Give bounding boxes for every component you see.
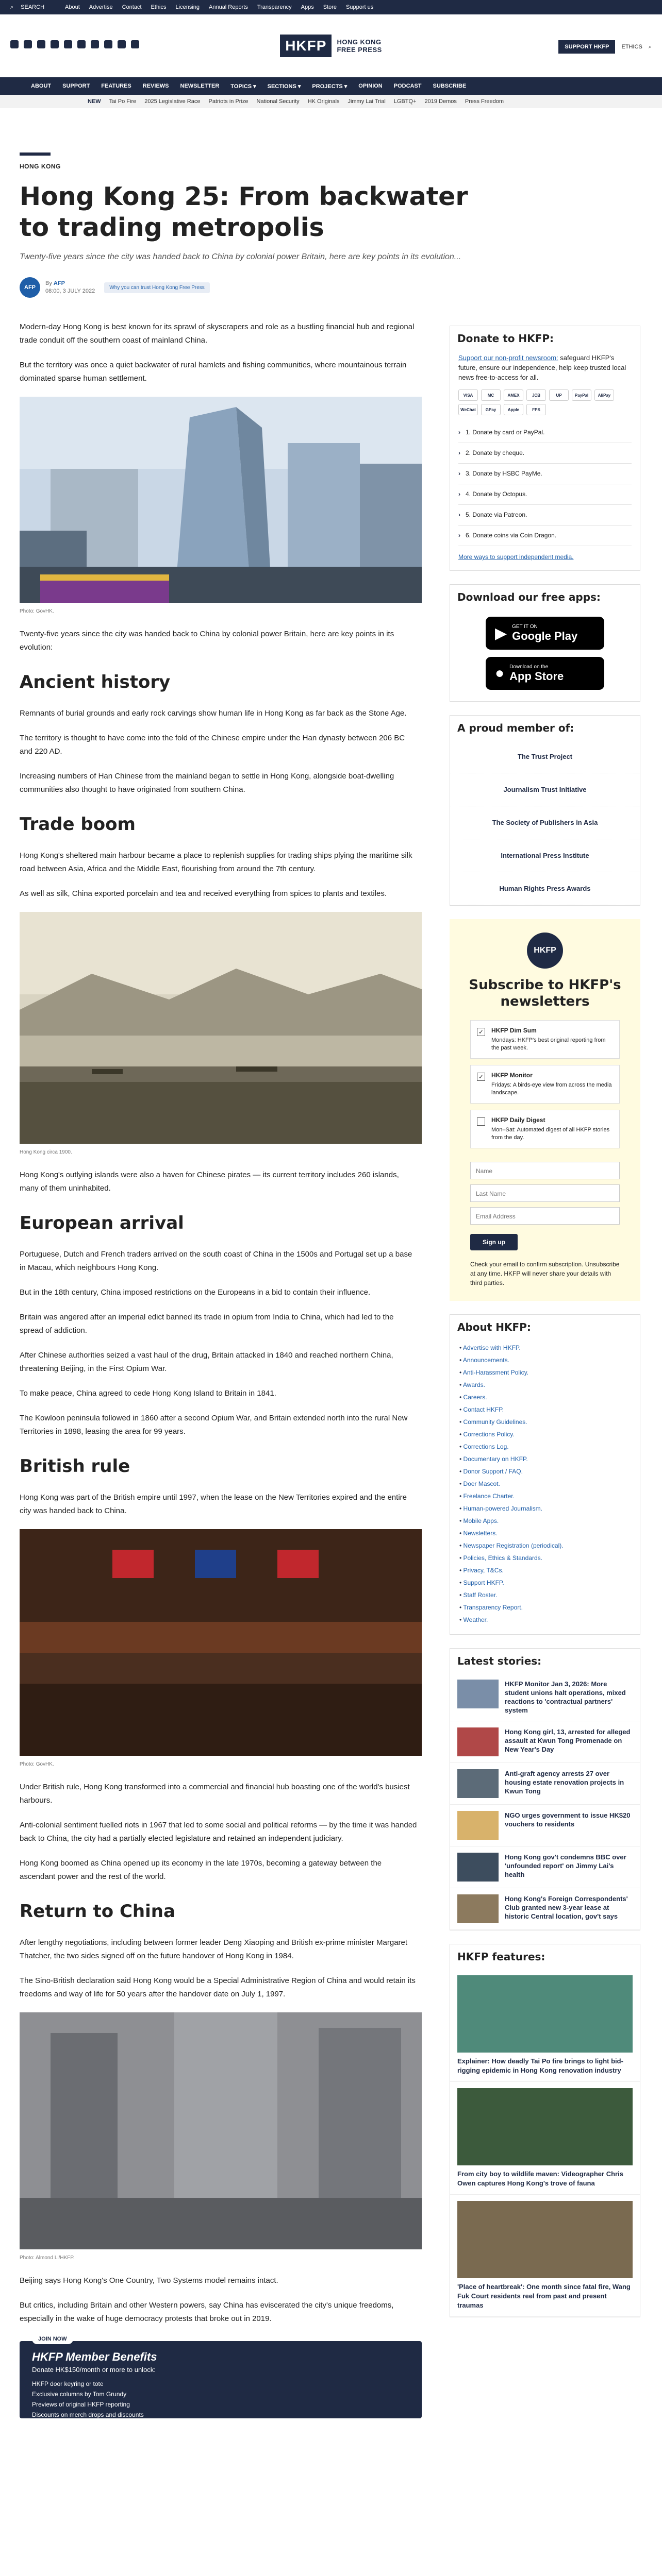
paragraph: The Sino-British declaration said Hong Kong would be a Special Administrative Region of China and would retain its freedoms and way of life for 50 years after the handover date on July 1, 1997. <box>20 1976 416 1998</box>
logo-line1: HONG KONG <box>337 38 382 46</box>
latest-story[interactable] <box>450 1846 640 1888</box>
newsletter-checkbox[interactable]: ✓ <box>477 1073 485 1081</box>
latest-story[interactable] <box>450 1888 640 1930</box>
sign-up-button[interactable]: Sign up <box>470 1234 518 1250</box>
author-avatar[interactable]: AFP <box>20 277 40 298</box>
paragraph: Hong Kong was part of the British empire until 1997, when the lease on the New Territories expired and the entire city was handed back to China. <box>20 1493 407 1515</box>
payment-logo: VISA <box>458 389 478 401</box>
logo-mark: HKFP <box>280 35 332 57</box>
promo-headline: HKFP Member Benefits <box>32 2350 157 2363</box>
paragraph: But in the 18th century, China imposed restrictions on the Europeans in a bid to contain their influence. <box>20 1288 371 1297</box>
features-title: HKFP features: <box>457 1951 545 1963</box>
paragraph: To make peace, China agreed to cede Hong Kong Island to Britain in 1841. <box>20 1389 276 1398</box>
newsletter-title: Subscribe to HKFP's newsletters <box>469 977 621 1009</box>
trending-link[interactable]: HK Originals <box>307 98 340 105</box>
story-thumbnail[interactable] <box>457 1894 499 1923</box>
newsletter-name: HKFP Daily Digest <box>491 1116 545 1124</box>
newsletter-desc: Fridays: A birds-eye view from across the media landscape. <box>491 1082 612 1096</box>
member-logo[interactable]: The Trust Project <box>450 740 640 773</box>
paragraph: Portuguese, Dutch and French traders arrived on the south coast of China in the 1500s and Portugal set up a base in Macau, which neighbours Hong Kong. <box>20 1250 412 1272</box>
promo-sub: Donate HK$150/month or more to unlock: <box>32 2366 156 2374</box>
features-card <box>450 1944 640 2317</box>
paragraph: Beijing says Hong Kong's One Country, Two Systems model remains intact. <box>20 2276 278 2285</box>
trending-link[interactable]: Tai Po Fire <box>109 98 137 105</box>
feature-headline[interactable]: 'Place of heartbreak': One month since fatal fire, Wang Fuk Court residents reel from past and present traumas <box>457 2283 631 2309</box>
story-thumbnail[interactable] <box>457 1811 499 1840</box>
about-link[interactable]: • Mobile Apps. <box>459 1515 631 1527</box>
newsletter-option[interactable] <box>470 1020 620 1059</box>
newsletter-desc: Mon–Sat: Automated digest of all HKFP stories from the day. <box>491 1127 610 1141</box>
paragraph: Anti-colonial sentiment fuelled riots in 1967 that led to some social and political reforms — by the time it was handed back to China, the city had a partially elected legislature and retained an independent judiciary. <box>20 1821 417 1843</box>
about-link[interactable]: • Policies, Ethics & Standards. <box>459 1552 631 1564</box>
ethics-link[interactable]: ETHICS <box>621 44 642 50</box>
paragraph: But critics, including Britain and other Western powers, say China has eviscerated the city's unique freedoms, especially in the wake of huge democracy protests that broke out in 2019. <box>20 2301 394 2323</box>
payment-logo: FPS <box>526 404 546 415</box>
nav-item[interactable]: FEATURES <box>101 83 131 89</box>
about-link[interactable]: • Newsletters. <box>459 1527 631 1539</box>
site-header <box>0 14 662 77</box>
newsletter-option[interactable] <box>470 1065 620 1104</box>
about-link[interactable]: • Corrections Policy. <box>459 1428 631 1440</box>
about-link[interactable]: • Anti-Harassment Policy. <box>459 1366 631 1379</box>
promo-item: Exclusive columns by Tom Grundy <box>32 2391 127 2398</box>
support-hkfp-button[interactable]: SUPPORT HKFP <box>558 40 615 54</box>
story-thumbnail[interactable] <box>457 1853 499 1882</box>
donate-option[interactable]: › 2. Donate by cheque. <box>458 443 632 464</box>
feature-headline[interactable]: From city boy to wildlife maven: Videographer Chris Owen captures Hong Kong's trove of fauna <box>457 2170 623 2187</box>
donate-option[interactable]: › 1. Donate by card or PayPal. <box>458 422 632 443</box>
trending-link[interactable]: Jimmy Lai Trial <box>347 98 386 105</box>
donate-option[interactable]: › 3. Donate by HSBC PayMe. <box>458 464 632 484</box>
utility-link[interactable]: Advertise <box>89 4 113 10</box>
about-link[interactable]: • Donor Support / FAQ. <box>459 1465 631 1478</box>
photo-handover-ceremony <box>20 1529 422 1756</box>
member-benefits-promo[interactable] <box>20 2336 422 2418</box>
trending-link[interactable]: Patriots in Prize <box>208 98 249 105</box>
new-label: NEW <box>88 98 101 105</box>
story-headline[interactable]: NGO urges government to issue HK$20 vouchers to residents <box>505 1811 631 1828</box>
donate-title: Donate to HKFP: <box>457 332 554 345</box>
payment-logo: MC <box>481 389 501 401</box>
search-icon[interactable]: ⌕ <box>10 4 14 10</box>
about-link[interactable]: • Staff Roster. <box>459 1589 631 1601</box>
figure-caption: Photo: GovHK. <box>20 1761 54 1767</box>
payment-logo: AMEX <box>504 389 523 401</box>
paragraph: Under British rule, Hong Kong transformed into a commercial and financial hub boasting one of the world's busiest harbours. <box>20 1783 410 1805</box>
about-link[interactable]: • Weather. <box>459 1614 631 1626</box>
section-heading-european: European arrival <box>20 1213 184 1233</box>
member-logo[interactable]: International Press Institute <box>450 839 640 872</box>
paragraph: Hong Kong boomed as China opened up its economy in the late 1970s, becoming a gateway between the ascendant power and the rest of the world. <box>20 1859 382 1881</box>
trending-link[interactable]: 2019 Demos <box>424 98 457 105</box>
utility-link[interactable]: Store <box>323 4 337 10</box>
feature-thumbnail[interactable] <box>457 1975 633 2053</box>
author-name[interactable]: AFP <box>53 280 65 286</box>
paragraph: The territory is thought to have come into the fold of the Chinese empire under the Han dynasty between 206 BC and 220 AD. <box>20 734 405 756</box>
about-link[interactable]: • Doer Mascot. <box>459 1478 631 1490</box>
facebook-icon[interactable] <box>24 40 32 48</box>
search-icon[interactable]: ⌕ <box>648 43 652 50</box>
about-link[interactable]: • Documentary on HKFP. <box>459 1453 631 1465</box>
about-link[interactable]: • Support HKFP. <box>459 1577 631 1589</box>
about-link[interactable]: • Announcements. <box>459 1354 631 1366</box>
about-link[interactable]: • Human-powered Journalism. <box>459 1502 631 1515</box>
utility-link[interactable]: Annual Reports <box>209 4 248 10</box>
main-nav <box>0 77 662 95</box>
feature-story[interactable] <box>450 1969 640 2082</box>
paragraph: Hong Kong's sheltered main harbour became a place to replenish supplies for trading ships plying the maritime silk road between Asia, Africa and the Middle East, flourishing from around the 7th century. <box>20 851 412 873</box>
donate-option[interactable]: › 5. Donate via Patreon. <box>458 505 632 526</box>
newsletter-option[interactable] <box>470 1110 620 1148</box>
member-logo[interactable]: Human Rights Press Awards <box>450 872 640 905</box>
about-title: About HKFP: <box>457 1321 531 1333</box>
trending-bar <box>0 95 662 108</box>
story-thumbnail[interactable] <box>457 1769 499 1798</box>
nav-item[interactable]: OPINION <box>358 83 383 89</box>
newsletter-checkbox[interactable] <box>477 1117 485 1126</box>
promo-item: Previews of original HKFP reporting <box>32 2401 130 2408</box>
section-heading-ancient: Ancient history <box>20 672 171 692</box>
trending-link[interactable]: 2025 Legislative Race <box>144 98 201 105</box>
newsletter-checkbox[interactable]: ✓ <box>477 1028 485 1036</box>
figure-flags <box>20 2012 419 2261</box>
apps-title: Download our free apps: <box>457 591 601 603</box>
payment-logo: WeChat <box>458 404 478 415</box>
nav-item[interactable]: SUBSCRIBE <box>433 83 467 89</box>
payment-logo: JCB <box>526 389 546 401</box>
trust-pill[interactable]: Why you can trust Hong Kong Free Press <box>104 282 210 293</box>
linkedin-icon[interactable] <box>104 40 112 48</box>
donate-options <box>458 422 632 546</box>
about-link[interactable]: • Awards. <box>459 1379 631 1391</box>
apple-icon: ● <box>495 665 505 682</box>
about-link[interactable]: • Transparency Report. <box>459 1601 631 1614</box>
member-logo[interactable]: Journalism Trust Initiative <box>450 773 640 806</box>
utility-link[interactable]: Support us <box>346 4 374 10</box>
utility-links <box>65 4 373 10</box>
utility-bar <box>0 0 662 14</box>
latest-story[interactable] <box>450 1763 640 1805</box>
story-headline[interactable]: Hong Kong gov't condemns BBC over 'unfounded report' on Jimmy Lai's health <box>505 1853 626 1878</box>
payment-logo: Apple <box>504 404 523 415</box>
search-link[interactable]: SEARCH <box>21 4 45 10</box>
newsletter-name: HKFP Dim Sum <box>491 1027 537 1034</box>
x-icon[interactable] <box>10 40 19 48</box>
email-input[interactable]: Email Address <box>470 1207 620 1225</box>
play-icon: ▶ <box>495 624 507 642</box>
story-thumbnail[interactable] <box>457 1680 499 1708</box>
more-ways-link[interactable]: More ways to support independent media. <box>458 553 574 561</box>
paragraph: Hong Kong's outlying islands were also a haven for Chinese pirates — its current territory includes 260 islands, many of them uninhabited. <box>20 1171 399 1193</box>
paragraph: After lengthy negotiations, including between former leader Deng Xiaoping and British ex-prime minister Margaret Thatcher, the two sides signed off on the future handover of Hong Kong in 1984. <box>20 1938 408 1960</box>
paragraph: Remnants of burial grounds and early rock carvings show human life in Hong Kong as far back as the Stone Age. <box>20 709 407 718</box>
publish-date: 08:00, 3 JULY 2022 <box>45 288 95 294</box>
article-body <box>16 320 419 2418</box>
about-link[interactable]: • Advertise with HKFP. <box>459 1342 631 1354</box>
logo-line2: FREE PRESS <box>337 45 382 54</box>
app-store-badge[interactable]: ● Download on the App Store <box>486 657 604 690</box>
email-icon[interactable] <box>118 40 126 48</box>
name-input[interactable]: Name <box>470 1162 620 1179</box>
nav-item[interactable]: NEWSLETTER <box>180 83 220 89</box>
latest-card <box>450 1648 640 1930</box>
newsletter-name: HKFP Monitor <box>491 1072 533 1079</box>
about-link[interactable]: • Newspaper Registration (periodical). <box>459 1539 631 1552</box>
payment-methods <box>458 389 632 415</box>
donate-option[interactable]: › 4. Donate by Octopus. <box>458 484 632 505</box>
article-title: Hong Kong 25: From backwater to trading metropolis <box>20 182 468 242</box>
figure-ceremony <box>20 1529 419 1767</box>
paragraph: Modern-day Hong Kong is best known for its sprawl of skyscrapers and role as a bustling financial hub and regional trade conduit off the southern coast of mainland China. <box>20 323 415 345</box>
donate-link[interactable]: Support our non-profit newsroom: <box>458 354 558 362</box>
promo-item: HKFP door keyring or tote <box>32 2380 104 2387</box>
nav-item[interactable]: PODCAST <box>393 83 422 89</box>
figure-skyline <box>20 397 419 614</box>
story-headline[interactable]: HKFP Monitor Jan 3, 2026: More student unions halt operations, mixed reactions to 'contractual partners' system <box>505 1680 626 1714</box>
feature-headline[interactable]: Explainer: How deadly Tai Po fire brings to light bid-rigging epidemic in Hong Kong renovation industry <box>457 2057 623 2074</box>
site-logo[interactable] <box>280 35 382 57</box>
section-heading-trade: Trade boom <box>20 814 136 835</box>
nav-item[interactable]: PROJECTS ▾ <box>312 83 347 90</box>
social-icons <box>10 40 139 48</box>
byline: AFP By AFP 08:00, 3 JULY 2022 Why you can trust Hong Kong Free Press <box>20 277 646 298</box>
payment-logo: AliPay <box>594 389 614 401</box>
title-divider <box>20 152 51 156</box>
payment-logo: UP <box>549 389 569 401</box>
figure-harbour <box>20 912 419 1155</box>
newsletter-signup <box>450 919 640 1301</box>
about-link[interactable]: • Community Guidelines. <box>459 1416 631 1428</box>
section-heading-return: Return to China <box>20 1901 175 1922</box>
instagram-icon[interactable] <box>37 40 45 48</box>
paragraph: Britain was angered after an imperial edict banned its trade in opium from India to China, which had led to the spread of addiction. <box>20 1313 394 1335</box>
paragraph: Increasing numbers of Han Chinese from the mainland began to settle in Hong Kong, alongside boat-dwelling communities also thought to have originated from southern China. <box>20 772 394 794</box>
google-play-badge[interactable]: ▶ GET IT ON Google Play <box>486 617 604 650</box>
about-card <box>450 1314 640 1635</box>
about-link[interactable]: • Freelance Charter. <box>459 1490 631 1502</box>
story-thumbnail[interactable] <box>457 1727 499 1756</box>
utility-link[interactable]: Transparency <box>257 4 292 10</box>
about-link[interactable]: • Careers. <box>459 1391 631 1403</box>
paragraph: As well as silk, China exported porcelain and tea and received everything from spices to plants and textiles. <box>20 889 387 898</box>
story-headline[interactable]: Hong Kong's Foreign Correspondents' Club granted new 3-year lease at historic Central location, gov't says <box>505 1895 628 1920</box>
latest-story[interactable] <box>450 1805 640 1846</box>
article-dek: Twenty-five years since the city was handed back to China by colonial power Britain, here are key points in its evolution... <box>20 252 461 261</box>
about-link[interactable]: • Corrections Log. <box>459 1440 631 1453</box>
newsletter-note: Check your email to confirm subscription. Unsubscribe at any time. HKFP will never share your details with third parties. <box>470 1261 620 1286</box>
paragraph: The Kowloon peninsula followed in 1860 after a second Opium War, and Britain extended north into the rural New Territories in 1898, leasing the area for 99 years. <box>20 1414 408 1436</box>
newsletter-badge: HKFP <box>527 933 563 969</box>
photo-flags <box>20 2012 422 2249</box>
nav-item[interactable]: ABOUT <box>31 83 52 89</box>
paragraph: After Chinese authorities seized a vast haul of the drug, Britain attacked in 1840 and reached northern China, threatening Beijing, in the First Opium War. <box>20 1351 393 1373</box>
feature-story[interactable] <box>450 2195 640 2317</box>
trending-link[interactable]: National Security <box>256 98 300 105</box>
about-link[interactable]: • Privacy, T&Cs. <box>459 1564 631 1577</box>
utility-link[interactable]: About <box>65 4 80 10</box>
trending-link[interactable]: LGBTQ+ <box>393 98 417 105</box>
figure-caption: Photo: Almond Li/HKFP. <box>20 2255 75 2261</box>
story-headline[interactable]: Hong Kong girl, 13, arrested for alleged assault at Kwun Tong Promenade on New Year's Day <box>505 1728 631 1753</box>
mastodon-icon[interactable] <box>91 40 99 48</box>
figure-caption: Photo: GovHK. <box>20 608 54 614</box>
threads-icon[interactable] <box>51 40 59 48</box>
join-now-button[interactable]: JOIN NOW <box>32 2334 73 2344</box>
sidebar <box>450 320 640 2418</box>
figure-caption: Hong Kong circa 1900. <box>20 1149 72 1155</box>
photo-harbour-1900 <box>20 912 422 1144</box>
payment-logo: GPay <box>481 404 501 415</box>
members-card <box>450 715 640 906</box>
payment-logo: PayPal <box>572 389 591 401</box>
donate-text: safeguard HKFP's future, ensure our independence, help keep trusted local news free-to-access for all. <box>458 354 626 381</box>
nav-item[interactable]: REVIEWS <box>142 83 169 89</box>
latest-title: Latest stories: <box>457 1655 542 1667</box>
photo-skyline <box>20 397 422 603</box>
trending-link[interactable]: Press Freedom <box>465 98 504 105</box>
donate-option[interactable]: › 6. Donate coins via Coin Dragon. <box>458 526 632 546</box>
last-name-input[interactable]: Last Name <box>470 1184 620 1202</box>
article-kicker[interactable]: HONG KONG <box>20 163 61 170</box>
youtube-icon[interactable] <box>77 40 86 48</box>
rss-icon[interactable] <box>131 40 139 48</box>
utility-link[interactable]: Contact <box>122 4 142 10</box>
bluesky-icon[interactable] <box>64 40 72 48</box>
feature-thumbnail[interactable] <box>457 2088 633 2165</box>
newsletter-desc: Mondays: HKFP's best original reporting from the past week. <box>491 1037 606 1051</box>
promo-item: Discounts on merch drops and discounts <box>32 2411 144 2418</box>
latest-story[interactable] <box>450 1721 640 1763</box>
apps-card <box>450 584 640 702</box>
utility-link[interactable]: Licensing <box>175 4 200 10</box>
about-link[interactable]: • Contact HKFP. <box>459 1403 631 1416</box>
nav-item[interactable]: SECTIONS ▾ <box>267 83 301 90</box>
donate-card <box>450 326 640 571</box>
utility-link[interactable]: Ethics <box>151 4 167 10</box>
latest-story[interactable] <box>450 1673 640 1721</box>
section-heading-british: British rule <box>20 1456 130 1477</box>
nav-item[interactable]: SUPPORT <box>62 83 90 89</box>
feature-story[interactable] <box>450 2082 640 2195</box>
feature-thumbnail[interactable] <box>457 2201 633 2278</box>
utility-link[interactable]: Apps <box>301 4 314 10</box>
nav-item[interactable]: TOPICS ▾ <box>230 83 256 90</box>
paragraph: But the territory was once a quiet backwater of rural hamlets and fishing communities, where mountainous terrain dominated sparse human settlement. <box>20 361 407 383</box>
paragraph: Twenty-five years since the city was handed back to China by colonial power Britain, here are key points in its evolution: <box>20 630 394 652</box>
story-headline[interactable]: Anti-graft agency arrests 27 over housing estate renovation projects in Kwun Tong <box>505 1770 624 1795</box>
members-title: A proud member of: <box>457 722 574 734</box>
member-logo[interactable]: The Society of Publishers in Asia <box>450 806 640 839</box>
